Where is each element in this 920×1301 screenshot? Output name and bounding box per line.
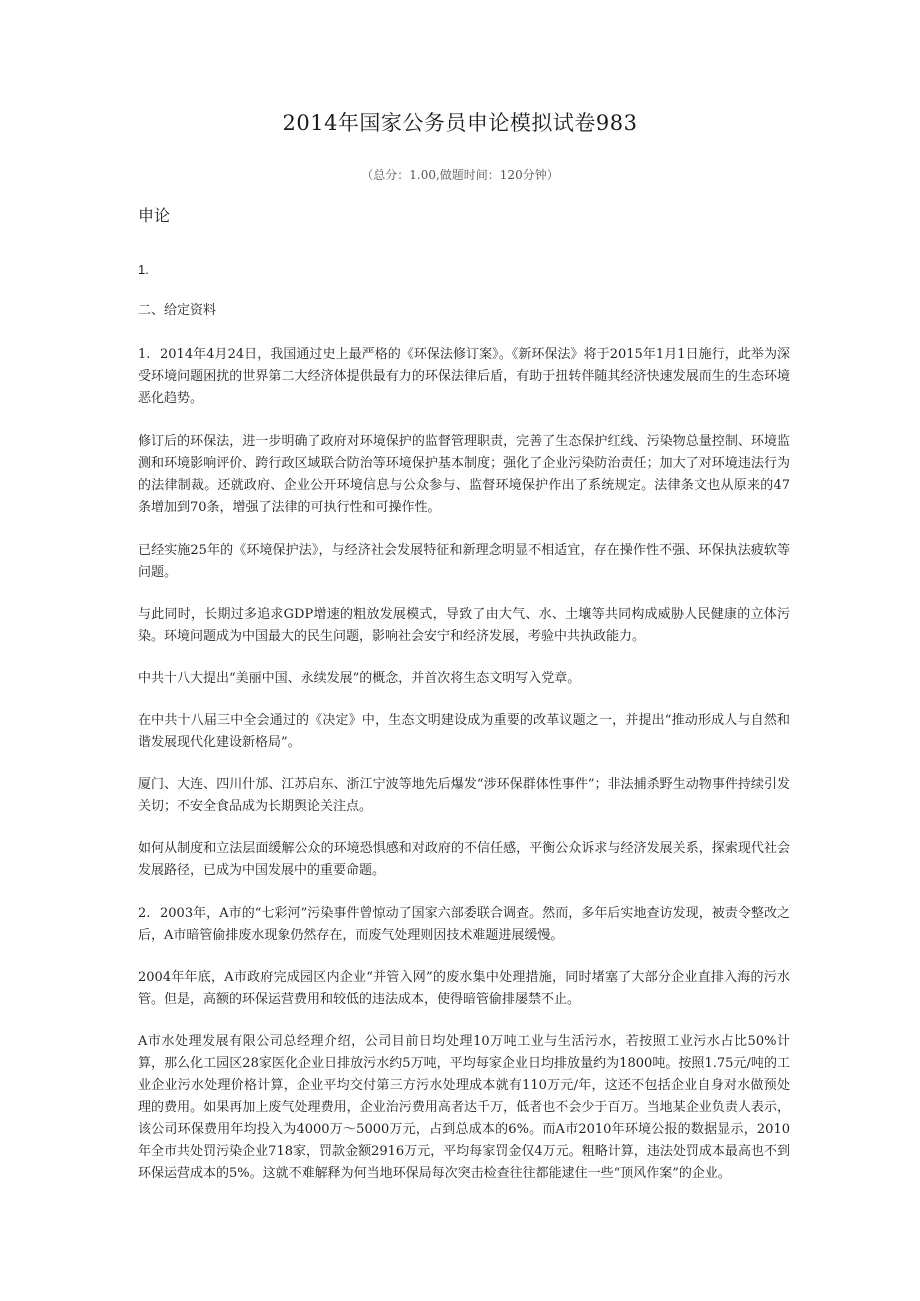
material-heading: 二、给定资料 [138,303,217,318]
paragraph [138,967,790,1011]
exam-info: （总分：1.00,做题时间：120分钟） [361,168,559,182]
paragraph [138,710,790,754]
paragraph-text: 已经实施25年的《环境保护法》，与经济社会发展特征和新理念明显不相适宜，存在操作性不强、环保执法疲软等问题。 [138,543,790,580]
paragraph-number: 2. [138,906,151,921]
document-title: 2014年国家公务员申论模拟试卷983 [282,111,638,135]
paragraph [138,1031,790,1185]
paragraph [138,838,790,882]
paragraph-text: A市水处理发展有限公司总经理介绍，公司目前日均处理10万吨工业与生活污水，若按照工业污水占比50%计算，那么化工园区28家医化企业日排放污水约5万吨，平均每家企业日均排放量约为1800吨。按照1.75元/吨的工业企业污水处理价格计算，企业平均交付第三方污水处理成本就有110万元/年，这还不包括企业自身对水做预处理的费用。如果再加上废气处理费用，企业治污费用高者达千万，低者也不会少于百万。当地某企业负责人表示，该公司环保费用年均投入为4000万～5000万元，占到总成本的6%。而A市2010年环境公报的数据显示，2010年全市共处罚污染企业718家，罚款金额2916万元，平均每家罚金仅4万元。粗略计算，违法处罚成本最高也不到环保运营成本的5%。这就不难解释为何当地环保局每次突击检查往往都能逮住一些“顶风作案”的企业。 [138,1034,790,1181]
paragraph [138,903,790,947]
paragraph [138,540,790,584]
paragraph-text: 修订后的环保法，进一步明确了政府对环境保护的监督管理职责，完善了生态保护红线、污染物总量控制、环境监测和环境影响评价、跨行政区域联合防治等环境保护基本制度；强化了企业污染防治责任；加大了对环境违法行为的法律制裁。还就政府、企业公开环境信息与公众参与、监督环境保护作出了系统规定。法律条文也从原来的47条增加到70条，增强了法律的可执行性和可操作性。 [138,434,790,515]
paragraph-text: 2014年4月24日，我国通过史上最严格的《环保法修订案》。《新环保法》将于2015年1月1日施行，此举为深受环境问题困扰的世界第二大经济体提供最有力的环保法律后盾，有助于扭转伴随其经济快速发展而生的生态环境恶化趋势。 [138,347,790,406]
paragraph-text: 2004年年底，A市政府完成园区内企业“并管入网”的废水集中处理措施，同时堵塞了大部分企业直排入海的污水管。但是，高额的环保运营费用和较低的违法成本，使得暗管偷排屡禁不止。 [138,970,790,1007]
paragraph [138,431,790,519]
paragraph-number: 1. [138,347,151,362]
paragraph-text: 厦门、大连、四川什邡、江苏启东、浙江宁波等地先后爆发“涉环保群体性事件”；非法捕杀野生动物事件持续引发关切；不安全食品成为长期舆论关注点。 [138,777,790,814]
paragraph-text: 中共十八大提出“美丽中国、永续发展”的概念，并首次将生态文明写入党章。 [138,671,581,686]
question-number: 1. [138,262,149,277]
paragraph-text: 2003年，A市的“七彩河”污染事件曾惊动了国家六部委联合调查。然而，多年后实地查访发现，被责令整改之后，A市暗管偷排废水现象仍然存在，而废气处理则因技术难题进展缓慢。 [138,906,790,943]
paragraph-text: 与此同时，长期过多追求GDP增速的粗放发展模式，导致了由大气、水、土壤等共同构成威胁人民健康的立体污染。环境问题成为中国最大的民生问题，影响社会安宁和经济发展，考验中共执政能力。 [138,607,790,644]
section-heading: 申论 [138,206,171,225]
paragraph [138,344,790,410]
paragraph [138,774,790,818]
paragraph [138,604,790,648]
paragraph [138,668,790,690]
paragraph-text: 如何从制度和立法层面缓解公众的环境恐惧感和对政府的不信任感，平衡公众诉求与经济发展关系，探索现代社会发展路径，已成为中国发展中的重要命题。 [138,841,790,878]
paragraph-text: 在中共十八届三中全会通过的《决定》中，生态文明建设成为重要的改革议题之一，并提出“推动形成人与自然和谐发展现代化建设新格局”。 [138,713,790,750]
